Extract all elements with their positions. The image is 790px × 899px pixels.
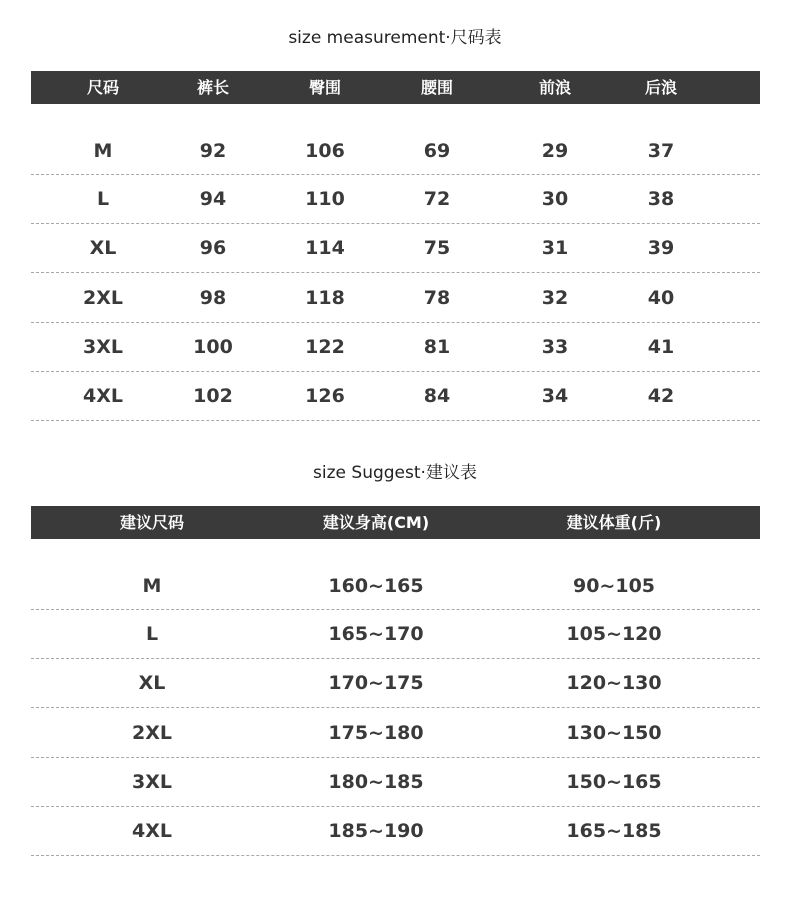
measurement-table-cell: 33 [541, 336, 569, 358]
suggest-header [31, 506, 760, 539]
suggest-header-size: 建议尺码 [119, 513, 185, 532]
suggest-title: size Suggest·建议表 [313, 463, 477, 483]
measurement-header [31, 71, 760, 104]
suggest-table-row [31, 659, 760, 708]
measurement-table-cell: 94 [199, 188, 227, 210]
measurement-table-row [31, 273, 760, 323]
suggest-header-height: 建议身高(CM) [322, 513, 430, 532]
suggest-table-cell: 3XL [132, 771, 172, 793]
suggest-table-row [31, 807, 760, 856]
measurement-table-cell: 78 [423, 286, 451, 309]
measurement-table-cell: 126 [305, 385, 345, 407]
measurement-table-cell: 92 [199, 140, 227, 162]
measurement-table-cell: 3XL [83, 336, 123, 358]
suggest-table-cell: 175~180 [328, 721, 424, 744]
measurement-table-cell: 30 [541, 188, 569, 210]
measurement-table-cell: 100 [193, 336, 233, 358]
measurement-table-row [31, 128, 760, 175]
suggest-table-cell: XL [138, 672, 166, 694]
suggest-table-cell: 170~175 [328, 672, 424, 694]
suggest-table-cell: 90~105 [572, 575, 656, 597]
suggest-header-weight: 建议体重(斤) [566, 513, 662, 532]
suggest-table-cell: 160~165 [328, 575, 424, 597]
suggest-table-cell: L [145, 623, 159, 645]
suggest-table-body [31, 563, 760, 856]
measurement-table-cell: 110 [305, 188, 345, 210]
measurement-table-cell: 84 [423, 385, 451, 407]
measurement-header-waist: 腰围 [420, 78, 454, 97]
measurement-table-cell: 69 [423, 140, 451, 162]
measurement-table-cell: 38 [647, 188, 675, 210]
suggest-table-cell: 105~120 [566, 623, 662, 645]
measurement-table-row [31, 224, 760, 273]
suggest-table-cell: 4XL [132, 820, 172, 842]
measurement-header-length: 裤长 [196, 78, 230, 97]
measurement-table-cell: 122 [305, 336, 345, 358]
measurement-header-front-rise: 前浪 [538, 78, 572, 97]
measurement-table-cell: 81 [423, 336, 451, 358]
measurement-table-cell: 106 [305, 140, 345, 162]
measurement-table-cell: 34 [541, 385, 569, 407]
measurement-table-row [31, 372, 760, 421]
measurement-table-cell: 2XL [83, 286, 123, 309]
measurement-table-cell: 75 [423, 237, 451, 259]
measurement-table-cell: 37 [647, 140, 675, 162]
measurement-table-row [31, 175, 760, 224]
measurement-header-back-rise: 后浪 [644, 78, 678, 97]
measurement-table-cell: 4XL [83, 385, 123, 407]
measurement-header-hip: 臀围 [308, 78, 342, 97]
measurement-table-cell: 31 [541, 237, 569, 259]
measurement-table-cell: 114 [305, 237, 345, 259]
measurement-table-cell: 98 [199, 286, 227, 309]
measurement-table-body [31, 128, 760, 421]
measurement-table-cell: 118 [305, 286, 345, 309]
suggest-table-row [31, 708, 760, 758]
suggest-table-cell: 165~170 [328, 623, 424, 645]
suggest-table-cell: 2XL [132, 721, 172, 744]
measurement-table-cell: L [96, 188, 110, 210]
measurement-title: size measurement·尺码表 [288, 28, 502, 48]
suggest-table-cell: 165~185 [566, 820, 662, 842]
measurement-table-cell: XL [89, 237, 117, 259]
suggest-table-cell: 130~150 [566, 721, 662, 744]
measurement-table-cell: 96 [199, 237, 227, 259]
measurement-table-cell: 72 [423, 188, 451, 210]
measurement-table-row [31, 323, 760, 372]
suggest-table-row [31, 563, 760, 610]
measurement-table-cell: 29 [541, 140, 569, 162]
measurement-table-cell: 40 [647, 286, 675, 309]
measurement-table-cell: 32 [541, 286, 569, 309]
suggest-table-row [31, 610, 760, 659]
suggest-table-row [31, 758, 760, 807]
suggest-table-cell: M [142, 575, 162, 597]
suggest-table-cell: 120~130 [566, 672, 662, 694]
suggest-table-cell: 150~165 [566, 771, 662, 793]
measurement-table-cell: 42 [647, 385, 675, 407]
measurement-table-cell: 102 [193, 385, 233, 407]
measurement-header-size: 尺码 [86, 78, 120, 97]
measurement-table-cell: M [93, 140, 113, 162]
suggest-table-cell: 180~185 [328, 771, 424, 793]
measurement-table-cell: 41 [647, 336, 675, 358]
suggest-table-cell: 185~190 [328, 820, 424, 842]
measurement-table-cell: 39 [647, 237, 675, 259]
